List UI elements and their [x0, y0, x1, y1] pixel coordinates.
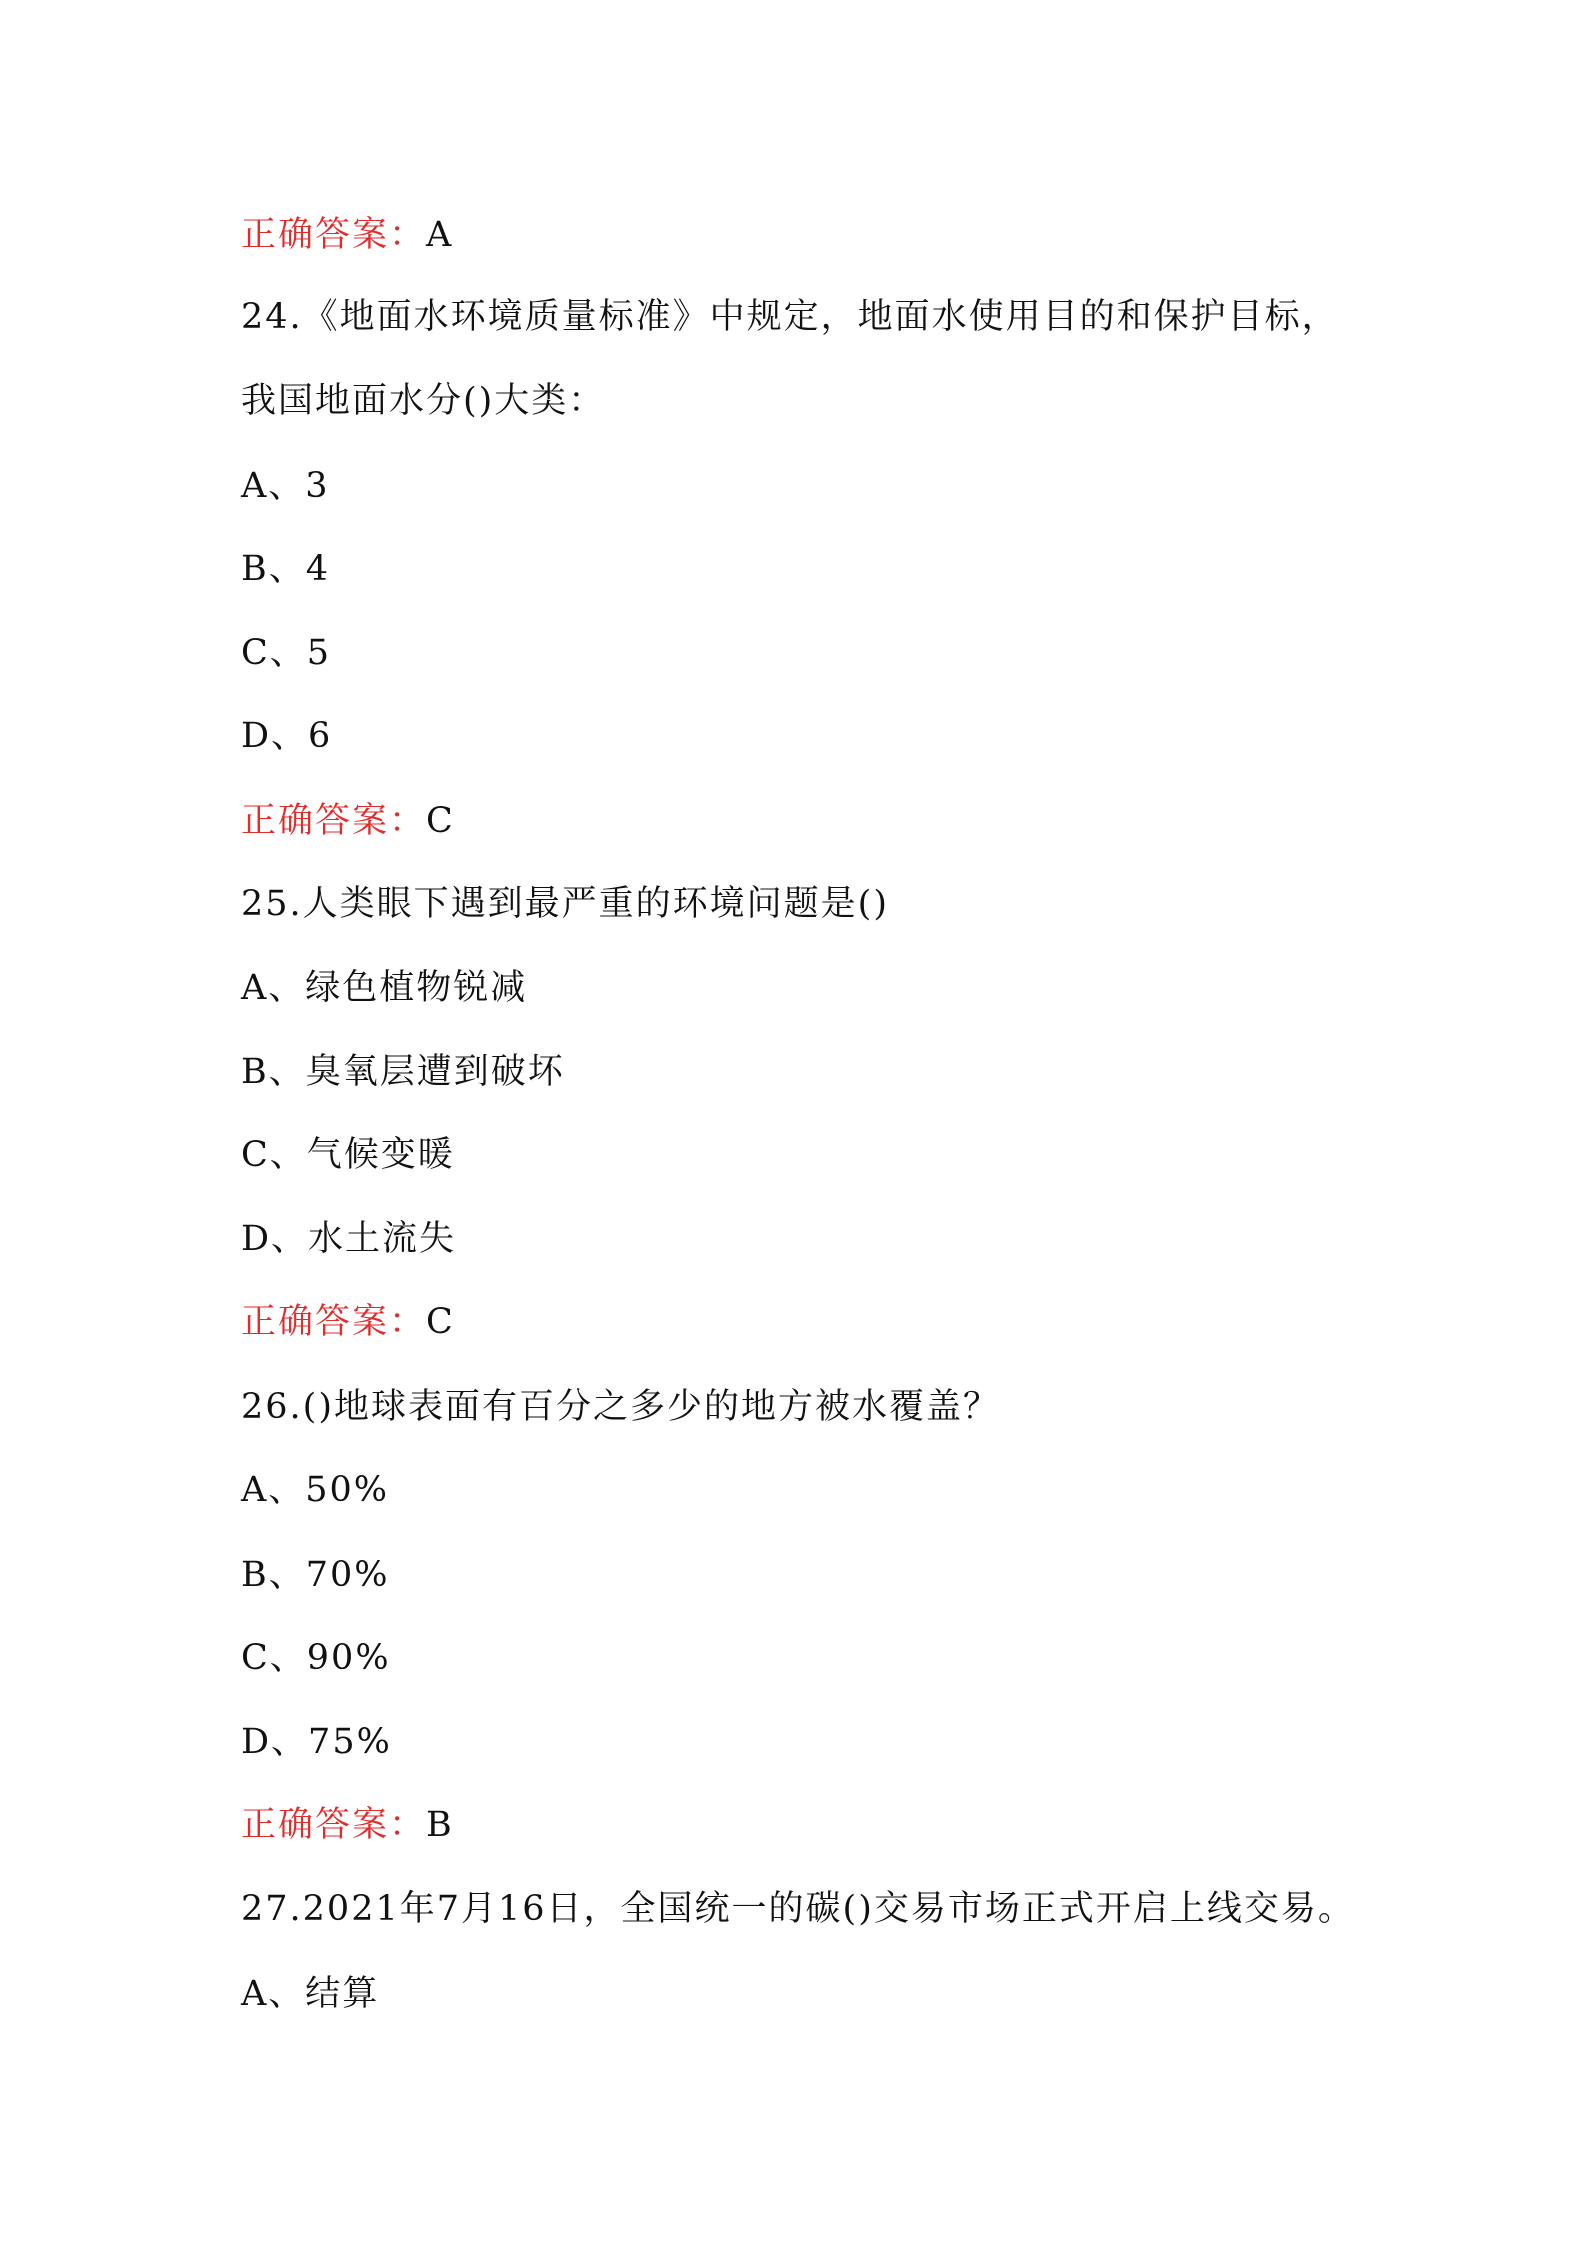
answer-label: 正确答案：: [241, 215, 427, 255]
correct-answer: [241, 213, 453, 257]
answer-value: C: [426, 801, 455, 841]
question-26-option-a: A、50%: [241, 1470, 390, 1510]
question-25-option-c: C、气候变暖: [241, 1135, 455, 1175]
correct-answer: [241, 1300, 455, 1344]
correct-answer: [241, 799, 455, 843]
question-26-option-b: B、70%: [241, 1555, 390, 1595]
question-26-option-d: D、75%: [241, 1722, 392, 1762]
answer-value: C: [426, 1302, 455, 1342]
question-25-option-b: B、臭氧层遭到破坏: [241, 1052, 565, 1092]
question-27-text: 27.2021年7月16日，全国统一的碳()交易市场正式开启上线交易。: [241, 1889, 1355, 1929]
question-25-option-a: A、绿色植物锐减: [241, 968, 528, 1008]
question-24-option-c: C、5: [241, 633, 332, 673]
answer-label: 正确答案：: [241, 1805, 427, 1845]
question-27-option-a: A、结算: [241, 1974, 380, 2014]
question-24-text-line-2: 我国地面水分()大类：: [241, 381, 606, 421]
question-25-option-d: D、水土流失: [241, 1219, 457, 1259]
question-24-option-d: D、6: [241, 716, 333, 756]
answer-label: 正确答案：: [241, 801, 427, 841]
answer-value: B: [426, 1805, 454, 1845]
question-24-option-a: A、3: [241, 466, 330, 506]
question-26-text: 26.()地球表面有百分之多少的地方被水覆盖？: [241, 1387, 1000, 1427]
correct-answer: [241, 1803, 454, 1847]
question-26-option-c: C、90%: [241, 1638, 391, 1678]
answer-value: A: [426, 215, 454, 255]
question-24-option-b: B、4: [241, 549, 330, 589]
question-25-text: 25.人类眼下遇到最严重的环境问题是(): [241, 884, 889, 924]
question-24-text-line-1: 24.《地面水环境质量标准》中规定，地面水使用目的和保护目标，: [241, 297, 1339, 337]
answer-label: 正确答案：: [241, 1302, 427, 1342]
